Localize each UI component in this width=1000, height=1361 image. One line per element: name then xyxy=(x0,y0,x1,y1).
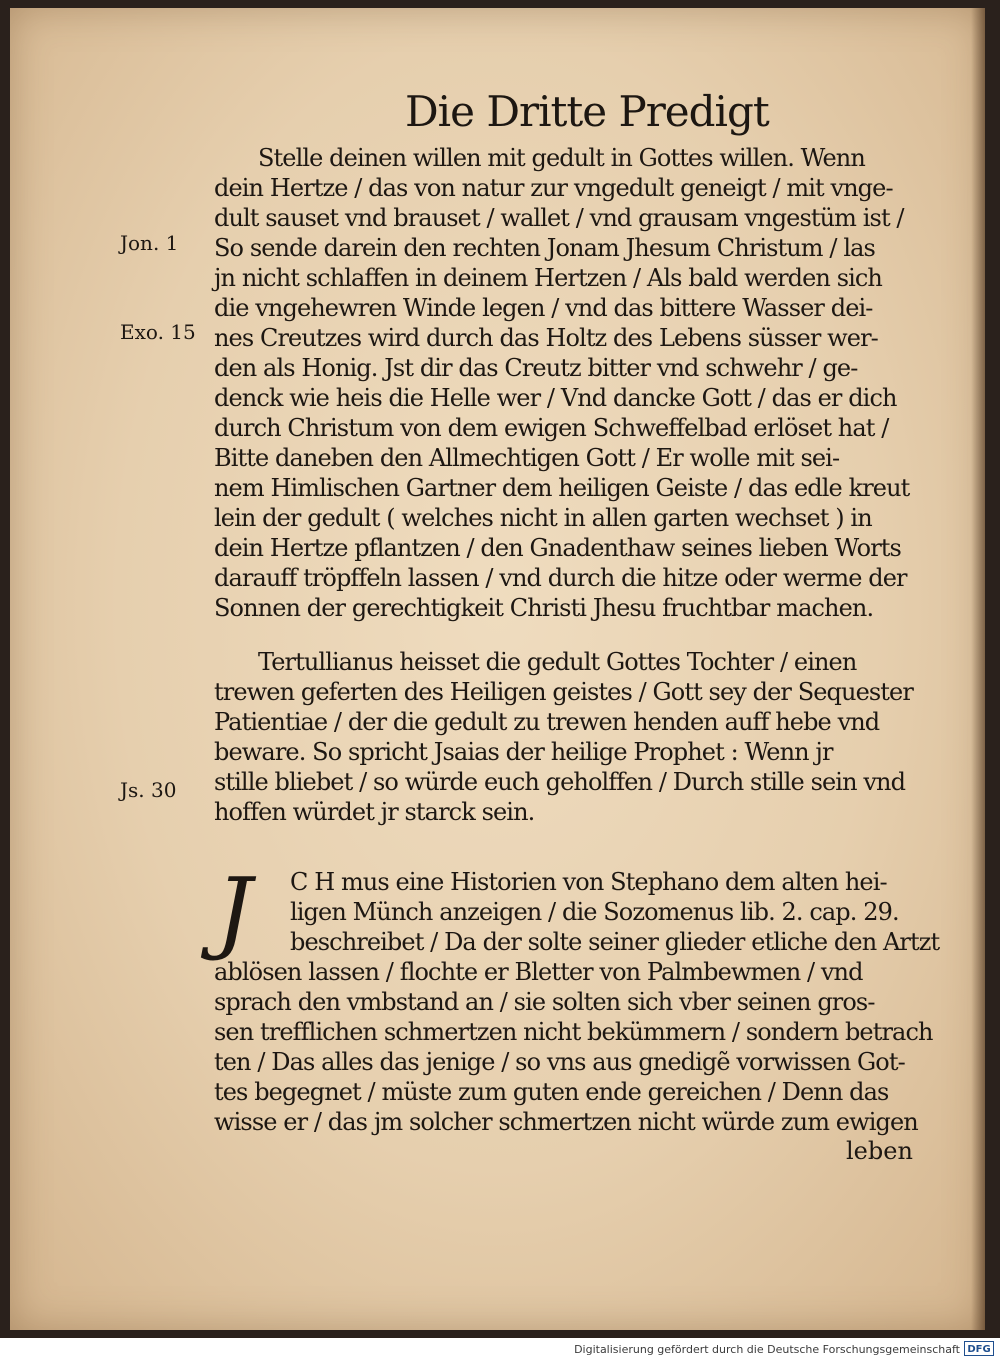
text-line: ablösen lassen / flochte er Bletter von Palmbewmen / vnd xyxy=(214,958,863,986)
page-heading: Die Dritte Predigt xyxy=(405,87,769,136)
text-line: Bitte daneben den Allmechtigen Gott / Er wolle mit sei- xyxy=(214,444,840,472)
margin-note-exodus: Exo. 15 xyxy=(120,320,196,344)
footer-bar xyxy=(0,1338,1000,1361)
text-line: Patientiae / der die gedult zu trewen henden auff hebe vnd xyxy=(214,708,880,736)
text-line: darauff tröpffeln lassen / vnd durch die hitze oder werme der xyxy=(214,564,907,592)
dfg-logo-icon: DFG xyxy=(964,1341,994,1356)
text-line: die vngehewren Winde legen / vnd das bittere Wasser dei- xyxy=(214,294,873,322)
text-line: nes Creutzes wird durch das Holtz des Lebens süsser wer- xyxy=(214,324,878,352)
text-line: den als Honig. Jst dir das Creutz bitter vnd schwehr / ge- xyxy=(214,354,858,382)
text-line: So sende darein den rechten Jonam Jhesum Christum / las xyxy=(214,234,875,262)
text-line: ligen Münch anzeigen / die Sozomenus lib. 2. cap. 29. xyxy=(290,898,899,926)
drop-cap-initial: J xyxy=(216,859,253,964)
text-line: denck wie heis die Helle wer / Vnd dancke Gott / das er dich xyxy=(214,384,897,412)
funding-credit: Digitalisierung gefördert durch die Deutsche Forschungsgemeinschaft xyxy=(574,1343,960,1356)
text-line: stille bliebet / so würde euch geholffen / Durch stille sein vnd xyxy=(214,768,906,796)
text-line: dult sauset vnd brauset / wallet / vnd grausam vngestüm ist / xyxy=(214,204,904,232)
text-line: Stelle deinen willen mit gedult in Gottes willen. Wenn xyxy=(258,144,865,172)
text-line: C H mus eine Historien von Stephano dem alten hei- xyxy=(290,868,887,896)
text-line: dein Hertze / das von natur zur vngedult geneigt / mit vnge- xyxy=(214,174,893,202)
text-line: dein Hertze pflantzen / den Gnadenthaw seines lieben Worts xyxy=(214,534,901,562)
text-line: lein der gedult ( welches nicht in allen garten wechset ) in xyxy=(214,504,872,532)
text-line: hoffen würdet jr starck sein. xyxy=(214,798,535,826)
catchword: leben xyxy=(846,1137,913,1165)
text-line: durch Christum von dem ewigen Schweffelbad erlöset hat / xyxy=(214,414,889,442)
text-line: beware. So spricht Jsaias der heilige Prophet : Wenn jr xyxy=(214,738,833,766)
page-spine-shadow xyxy=(971,8,985,1330)
text-line: nem Himlischen Gartner dem heiligen Geiste / das edle kreut xyxy=(214,474,910,502)
text-line: sen trefflichen schmertzen nicht bekümmern / sondern betrach xyxy=(214,1018,933,1046)
text-line: Sonnen der gerechtigkeit Christi Jhesu fruchtbar machen. xyxy=(214,594,874,622)
text-line: wisse er / das jm solcher schmertzen nicht würde zum ewigen xyxy=(214,1108,918,1136)
margin-note-jonah: Jon. 1 xyxy=(120,231,179,255)
text-line: ten / Das alles das jenige / so vns aus gnedigẽ vorwissen Got- xyxy=(214,1048,905,1076)
text-line: beschreibet / Da der solte seiner glieder etliche den Artzt xyxy=(290,928,940,956)
text-line: Tertullianus heisset die gedult Gottes Tochter / einen xyxy=(258,648,857,676)
margin-note-isaiah: Js. 30 xyxy=(120,778,177,802)
text-line: sprach den vmbstand an / sie solten sich vber seinen gros- xyxy=(214,988,875,1016)
text-line: trewen geferten des Heiligen geistes / Gott sey der Sequester xyxy=(214,678,913,706)
text-line: jn nicht schlaffen in deinem Hertzen / Als bald werden sich xyxy=(214,264,882,292)
text-line: tes begegnet / müste zum guten ende gereichen / Denn das xyxy=(214,1078,889,1106)
